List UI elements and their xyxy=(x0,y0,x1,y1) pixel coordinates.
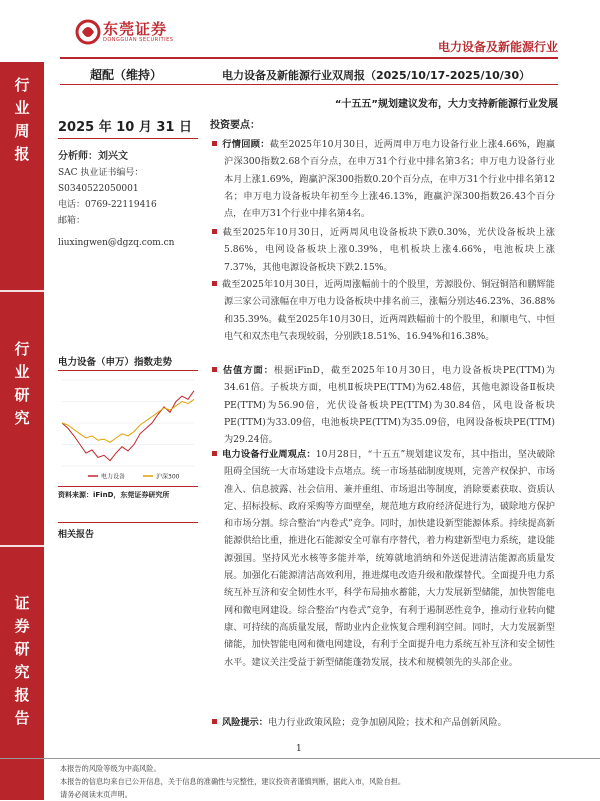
valuation-paragraph: 估值方面：根据iFinD，截至2025年10月30日，电力设备板块PE(TTM)为34.61倍。子板块方面，电机Ⅱ板块PE(TTM)为62.48倍，其他电源设备Ⅱ板块PE(TTM)为56.90倍，光伏设备板块PE(TTM)为30.84倍，风电设备板块PE(TTM)为33.09倍，电池板块PE(TTM)为35.09倍，电网设备板块PE(TTM)为29.24倍。 xyxy=(212,362,555,448)
footer-rule xyxy=(0,758,600,759)
stock-movers-paragraph: 截至2025年10月30日，近两周涨幅前十的个股里，芳源股份、铜冠铜箔和鹏辉能源三家公司涨幅在申万电力设备板块中排名前三，涨幅分别达46.23%、36.88%和35.39%。截至2025年10月30日，近两周跌幅前十的个股里，和顺电气、中恒电气和双杰电气表现较弱，分别跌18.51%、16.94%和16.38%。 xyxy=(212,276,555,345)
brand-name-en: DONGGUAN SECURITIES xyxy=(103,37,174,43)
bullet-icon xyxy=(212,451,217,456)
analyst-email[interactable]: liuxingwen@dgzq.com.cn xyxy=(58,238,175,248)
title-rule xyxy=(60,84,558,85)
chart-source: 资料来源：iFinD，东莞证券研究所 xyxy=(58,491,170,499)
cert-number: S0340522050001 xyxy=(58,184,139,194)
report-title: 电力设备及新能源行业双周报（2025/10/17-2025/10/30） xyxy=(222,69,531,82)
rail-label-weekly: 行 业 周 报 xyxy=(14,76,30,163)
sector-performance-paragraph: 截至2025年10月30日，近两周风电设备板块下跌0.30%，光伏设备板块上涨5.86%，电网设备板块上涨0.39%，电机板块上涨4.66%，电池板块上涨7.37%，其他电源设备板块下跌2.15%。 xyxy=(212,224,555,276)
page-number: 1 xyxy=(296,744,302,754)
rail-divider xyxy=(0,545,44,547)
column-rule xyxy=(58,138,198,139)
market-review-paragraph: 行情回顾：截至2025年10月30日，近两周申万电力设备行业上涨4.66%，跑赢沪深300指数2.68个百分点，在申万31个行业中排名第3名；申万电力设备行业本月上涨1.69%，跑赢沪深300指数0.20个百分点，在申万31个行业中排名第12名；申万电力设备板块年初至今上涨46.13%，跑赢沪深300指数26.43个百分点，在申万31个行业中排名第4名。 xyxy=(212,136,555,222)
risk-paragraph: 风险提示：电力行业政策风险；竞争加剧风险；技术和产品创新风险。 xyxy=(212,714,555,731)
legend-label: 沪深300 xyxy=(156,473,180,481)
index-trend-chart xyxy=(58,374,198,482)
bullet-icon xyxy=(212,719,217,724)
analyst-info xyxy=(58,149,208,251)
bullet-icon xyxy=(212,367,217,372)
column-rule xyxy=(58,486,198,487)
bullet-icon xyxy=(212,281,217,286)
rail-label-report: 证 券 研 究 报 告 xyxy=(14,594,30,727)
legend-label: 电力设备 xyxy=(101,473,126,481)
cert-label: SAC 执业证书编号： xyxy=(58,168,144,178)
sector-label: 电力设备及新能源行业 xyxy=(437,40,558,54)
rail-label-research: 行 业 研 究 xyxy=(14,340,30,427)
brand-name: 东莞证券 xyxy=(103,20,168,38)
column-rule xyxy=(58,370,198,371)
analyst-phone: 电话：0769-22119416 xyxy=(58,200,157,210)
investment-highlights-title: 投资要点： xyxy=(210,120,260,131)
header-rule xyxy=(60,57,558,59)
analyst-name: 分析师：刘兴文 xyxy=(58,151,128,162)
bullet-icon xyxy=(212,141,217,146)
report-subtitle: “十五五”规划建议发布，大力支持新能源行业发展 xyxy=(334,99,558,110)
footer-disclaimer: 本报告的风险等级为中高风险。 本报告的信息均来自已公开信息，关于信息的准确性与完整性，建议投资者谨慎判断，据此入市，风险自担。 请务必阅读末页声明。 xyxy=(60,764,406,799)
chart-title: 电力设备（申万）指数走势 xyxy=(58,357,173,368)
column-rule xyxy=(58,522,198,523)
rail-divider xyxy=(0,290,44,292)
weekly-view-paragraph: 电力设备行业周观点：10月28日，“十五五”规划建议发布，其中指出，坚决破除阻碍全国统一大市场建设卡点堵点。统一市场基础制度规则，完善产权保护、市场准入、信息披露、社会信用、兼并重组、市场退出等制度，消除要素获取、资质认定、招标投标、政府采购等方面壁垒，规范地方政府经济促进行为，破除地方保护和市场分割。综合整治“内卷式”竞争。同时，加快建设新型能源体系。持续提高新能源供给比重，推进化石能源安全可靠有序替代，着力构建新型电力系统，建设能源强国。坚持风光水核等多能并举，统筹就地消纳和外送促进清洁能源高质量发展。加强化石能源清洁高效利用，推进煤电改造升级和散煤替代。全面提升电力系统互补互济和安全韧性水平，科学布局抽水蓄能，大力发展新型储能，加快智能电网和微电网建设。综合整治“内卷式”竞争，有利于遏制恶性竞争，推动行业转向健康、可持续的高质量发展，帮助业内企业恢复合理利润空间。同时，大力发展新型储能，加快智能电网和微电网建设，有利于全面提升电力系统互补互济和安全韧性水平。建议关注受益于新型储能蓬勃发展，技术和规模领先的头部企业。 xyxy=(212,446,555,671)
rating: 超配（维持） xyxy=(90,68,163,82)
report-date: 2025 年 10 月 31 日 xyxy=(58,120,192,135)
email-label: 邮箱： xyxy=(58,216,86,226)
bullet-icon xyxy=(212,229,217,234)
related-reports-heading: 相关报告 xyxy=(58,530,95,540)
